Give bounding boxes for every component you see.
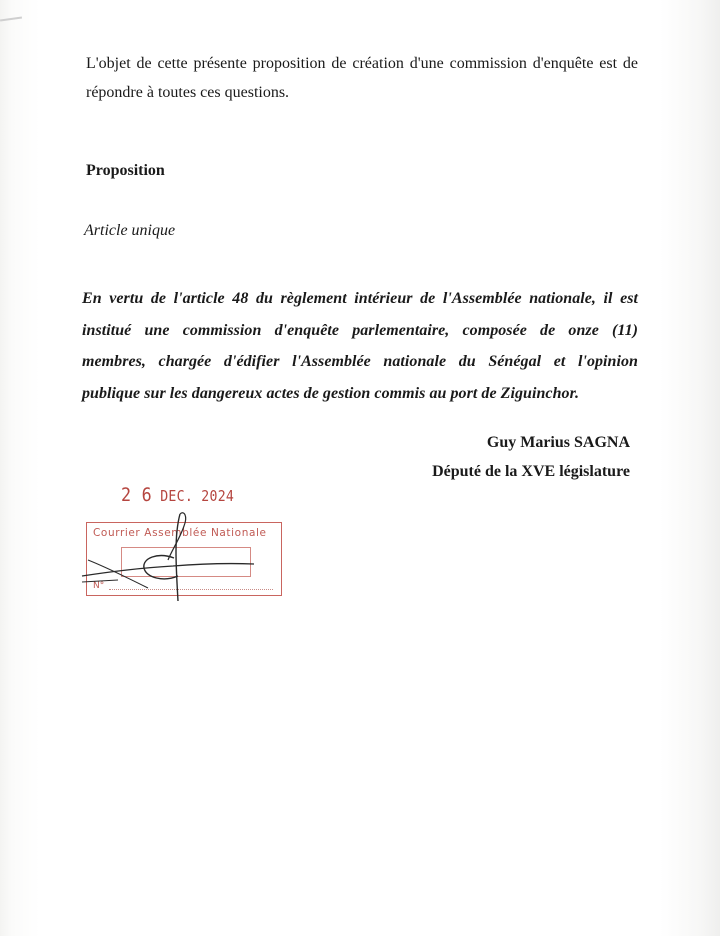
signatory-title: Député de la XVE législature bbox=[432, 463, 630, 480]
date-stamp-rest: DEC. 2024 bbox=[160, 487, 235, 505]
section-heading: Proposition bbox=[86, 162, 165, 179]
signatory-name: Guy Marius SAGNA bbox=[486, 434, 630, 451]
article-line: institué une commission d'enquête parlementaire, composée de onze (11) bbox=[82, 321, 638, 339]
intro-paragraph: L'objet de cette présente proposition de création d'une commission d'enquête est de répondre à toutes ces questions. bbox=[86, 55, 638, 101]
scan-artifact bbox=[0, 16, 22, 21]
article-title: Article unique bbox=[84, 222, 176, 239]
article-line: En vertu de l'article 48 du règlement intérieur de l'Assemblée nationale, il est bbox=[82, 290, 638, 307]
date-stamp bbox=[121, 484, 234, 506]
date-stamp-day: 2 6 bbox=[121, 484, 152, 506]
article-line: publique sur les dangereux actes de gestion commis au port de Ziguinchor. bbox=[82, 384, 580, 402]
article-line: membres, chargée d'édifier l'Assemblée nationale du Sénégal et l'opinion bbox=[82, 353, 638, 370]
stamp-number-label: N° bbox=[93, 581, 105, 591]
handwritten-signature bbox=[78, 506, 258, 606]
stamp-label: Courrier Assemblée Nationale bbox=[93, 527, 267, 539]
article-body bbox=[82, 283, 638, 409]
